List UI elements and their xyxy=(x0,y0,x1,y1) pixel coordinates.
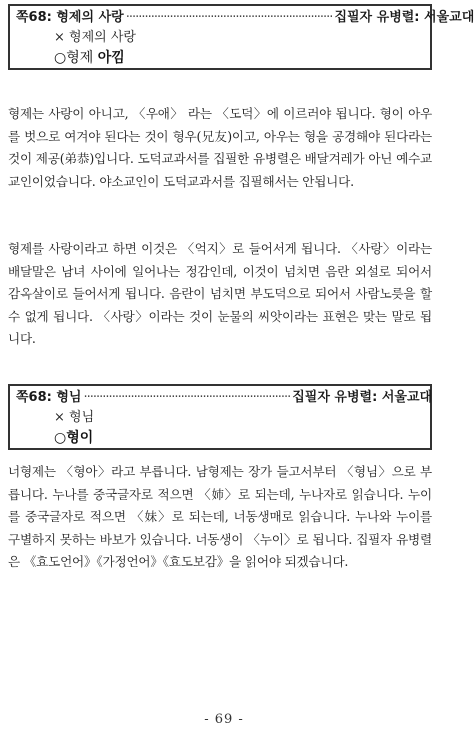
entry-author: 집필자 유병렬: 서울교대 xyxy=(292,390,433,405)
leader-dots: ·································································· xyxy=(125,10,333,25)
correct-usage xyxy=(54,430,93,446)
correct-word: 아낌 xyxy=(97,50,125,66)
paragraph-2: 형제를 사랑이라고 하면 이것은 〈억지〉로 들어서게 됩니다. 〈사랑〉이라는 배달말은 남녀 사이에 일어나는 정감인데, 이것이 넘치면 음란 외설로 되어서 감옥살이로 들어서게 됩니다. 음란이 넘치면 부도덕으로 되어서 사람노릇을 할 수 없게 됩니다. 〈사랑〉이라는 것이 눈물의 씨앗이라는 표현은 맞는 말로 됩니다. xyxy=(8,241,432,347)
entry-reference: 쪽68: 형님 xyxy=(16,390,82,405)
correction-box-1 xyxy=(8,4,474,70)
paragraph-1: 형제는 사랑이 아니고, 〈우애〉 라는 〈도덕〉에 이르러야 됩니다. 형이 아우를 벗으로 여겨야 된다는 것이 형우(兄友)이고, 아우는 형을 공경해야 된다라는 것이 제공(弟恭)입니다. 도덕교과서를 집필한 유병렬은 배달겨레가 아닌 예수교 교인이었습니다. 야소교인이 도덕교과서를 집필해서는 안됩니다. xyxy=(8,106,432,189)
entry-author: 집필자 유병렬: 서울교대 xyxy=(334,10,474,25)
correction-box-2 xyxy=(8,384,432,450)
correct-prefix: ○ xyxy=(54,430,67,446)
paragraph-3: 너형제는 〈형아〉라고 부릅니다. 남형제는 장가 들고서부터 〈형님〉으로 부릅니다. 누나를 중국글자로 적으면 〈姉〉로 되는데, 누나자로 읽습니다. 누이를 중국글자로 적으면 〈妹〉로 되는데, 너동생매로 읽습니다. 누나와 누이를 구별하지 못하는 바보가 있습니다. 너동생이 〈누이〉로 됩니다. 집필자 유병렬은 《효도언어》《가정언어》《효도보감》을 읽어야 되겠습니다. xyxy=(8,464,432,570)
wrong-usage: × 형제의 사랑 xyxy=(54,30,136,45)
page-number: - 69 - xyxy=(204,712,244,727)
leader-dots: ·································································· xyxy=(83,390,291,405)
wrong-usage: × 형님 xyxy=(54,410,95,425)
correct-prefix: ○형제 xyxy=(54,50,98,66)
entry-heading-row xyxy=(16,390,433,406)
correct-usage xyxy=(54,50,125,66)
entry-heading-row xyxy=(16,10,474,26)
entry-reference: 쪽68: 형제의 사랑 xyxy=(16,10,124,25)
correct-word: 형이 xyxy=(66,430,94,446)
